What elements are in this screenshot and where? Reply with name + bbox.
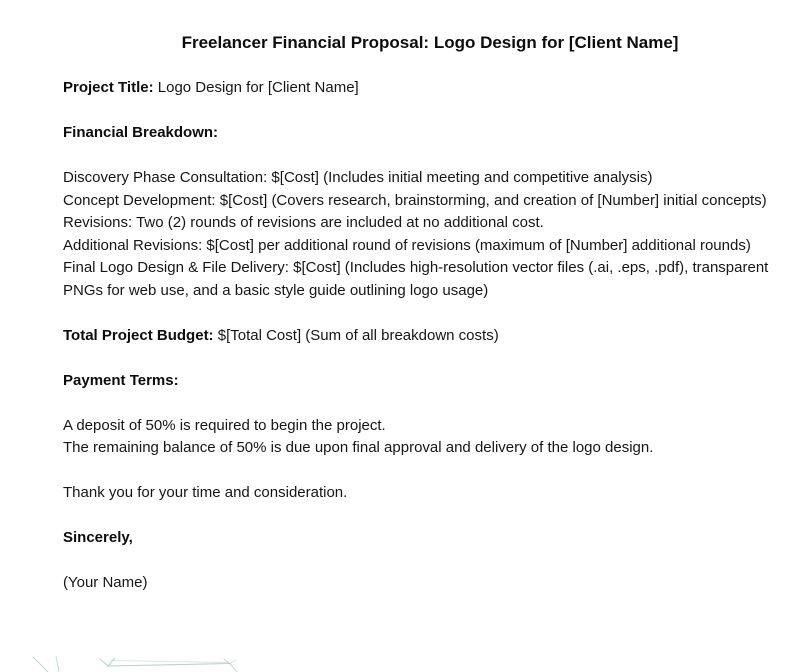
thank-you-line: Thank you for your time and consideration. bbox=[63, 484, 348, 501]
breakdown-item: Concept Development: $[Cost] (Covers research, brainstorming, and creation of [Number] initial concepts) bbox=[63, 191, 767, 209]
total-budget-label: Total Project Budget: bbox=[63, 326, 214, 344]
total-budget-row bbox=[63, 325, 797, 348]
breakdown-item: Discovery Phase Consultation: $[Cost] (Includes initial meeting and competitive analysis) bbox=[63, 169, 653, 186]
project-title-value: Logo Design for [Client Name] bbox=[157, 79, 359, 96]
page-title: Freelancer Financial Proposal: Logo Design for [Client Name] bbox=[181, 33, 679, 52]
payment-terms-line: The remaining balance of 50% is due upon final approval and delivery of the logo design. bbox=[63, 439, 654, 456]
breakdown-list bbox=[63, 167, 797, 302]
breakdown-item: Final Logo Design & File Delivery: $[Cost] (Includes high-resolution vector files (.ai, .eps, .pdf), transparent PNGs for web use, and a basic style guide outlining logo usage) bbox=[63, 259, 769, 299]
payment-terms-line: A deposit of 50% is required to begin the project. bbox=[63, 416, 386, 434]
project-title-row bbox=[63, 77, 797, 100]
sketch-annotation bbox=[0, 640, 300, 672]
section-heading-financial-breakdown: Financial Breakdown: bbox=[63, 124, 219, 141]
closing-line: Sincerely, bbox=[63, 529, 133, 546]
section-heading-payment-terms: Payment Terms: bbox=[63, 371, 179, 389]
signature-line: (Your Name) bbox=[63, 574, 148, 591]
payment-terms-list bbox=[63, 415, 797, 460]
breakdown-item: Additional Revisions: $[Cost] per additional round of revisions (maximum of [Number] additional rounds) bbox=[63, 236, 751, 254]
project-title-label: Project Title: bbox=[63, 79, 154, 96]
total-budget-value: $[Total Cost] (Sum of all breakdown costs) bbox=[217, 326, 499, 344]
breakdown-item: Revisions: Two (2) rounds of revisions are included at no additional cost. bbox=[63, 214, 544, 231]
